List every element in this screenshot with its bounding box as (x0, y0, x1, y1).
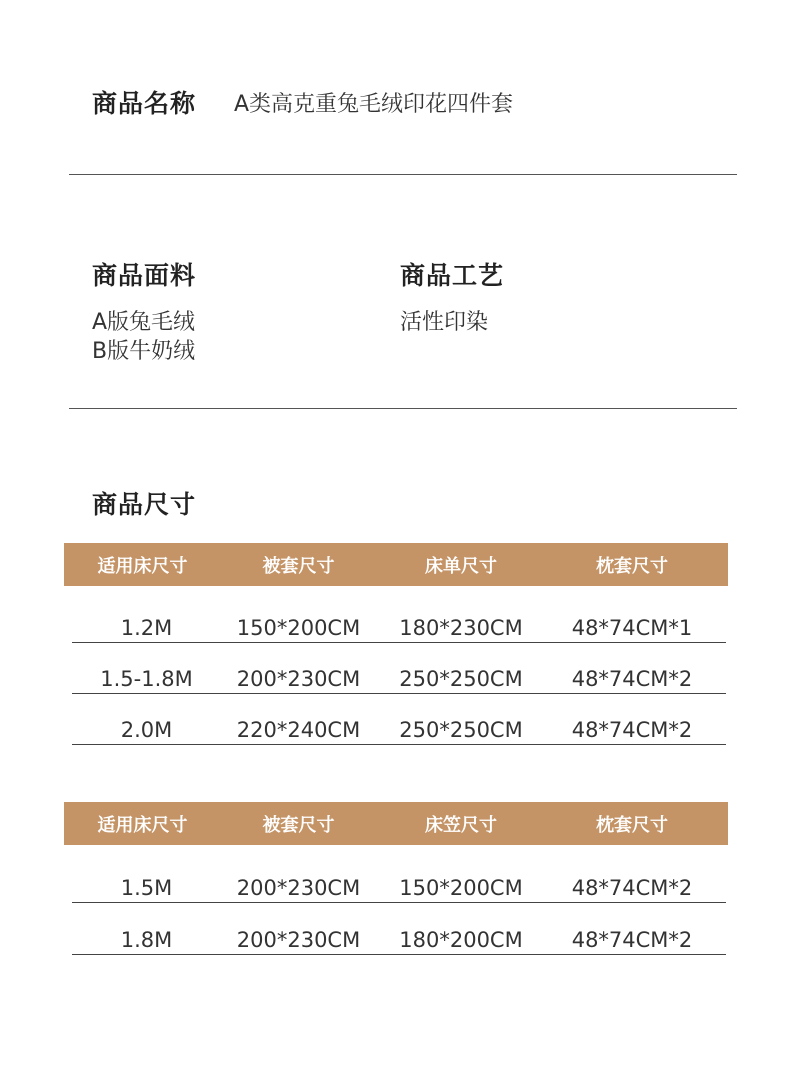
size-section-title: 商品尺寸 (92, 490, 197, 519)
cell-duvet-size: 150*200CM (236, 616, 361, 640)
header-sheet-size: 床单尺寸 (425, 555, 497, 577)
cell-bed-size: 1.8M (120, 928, 173, 952)
table-header (64, 543, 728, 586)
header-duvet-size: 被套尺寸 (262, 555, 335, 577)
cell-fitted-sheet-size: 180*200CM (399, 928, 523, 952)
divider (69, 174, 737, 175)
product-name-value: A类高克重兔毛绒印花四件套 (234, 92, 514, 117)
cell-sheet-size: 180*230CM (399, 616, 523, 640)
fabric-line-b: B版牛奶绒 (92, 339, 196, 364)
cell-bed-size: 2.0M (120, 718, 173, 742)
cell-duvet-size: 200*230CM (236, 928, 361, 952)
cell-duvet-size: 220*240CM (236, 718, 361, 742)
table-row (72, 643, 726, 694)
craft-value: 活性印染 (400, 310, 489, 335)
table-header (64, 802, 728, 845)
fabric-label: 商品面料 (92, 261, 197, 290)
cell-duvet-size: 200*230CM (236, 876, 361, 900)
cell-pillowcase-size: 48*74CM*2 (571, 928, 693, 952)
header-bed-size: 适用床尺寸 (97, 555, 188, 577)
header-fitted-sheet-size: 床笠尺寸 (425, 814, 497, 836)
fabric-line-a: A版兔毛绒 (92, 310, 196, 335)
table-row (72, 694, 726, 745)
header-duvet-size: 被套尺寸 (262, 814, 335, 836)
cell-fitted-sheet-size: 150*200CM (399, 876, 523, 900)
cell-sheet-size: 250*250CM (399, 667, 523, 691)
cell-duvet-size: 200*230CM (236, 667, 361, 691)
table-row (72, 903, 726, 955)
cell-bed-size: 1.5M (120, 876, 173, 900)
craft-label: 商品工艺 (400, 261, 505, 290)
header-pillowcase-size: 枕套尺寸 (596, 555, 668, 577)
cell-bed-size: 1.5-1.8M (100, 667, 193, 691)
cell-bed-size: 1.2M (120, 616, 173, 640)
cell-pillowcase-size: 48*74CM*2 (571, 667, 693, 691)
size-table-fitted (64, 802, 728, 955)
divider (69, 408, 737, 409)
cell-pillowcase-size: 48*74CM*2 (571, 718, 693, 742)
cell-pillowcase-size: 48*74CM*1 (571, 616, 693, 640)
product-name-label: 商品名称 (92, 89, 197, 118)
header-bed-size: 适用床尺寸 (97, 814, 188, 836)
table-row (72, 586, 726, 643)
header-pillowcase-size: 枕套尺寸 (596, 814, 668, 836)
cell-pillowcase-size: 48*74CM*2 (571, 876, 693, 900)
cell-sheet-size: 250*250CM (399, 718, 523, 742)
size-table-sheet (64, 543, 728, 745)
table-row (72, 845, 726, 903)
